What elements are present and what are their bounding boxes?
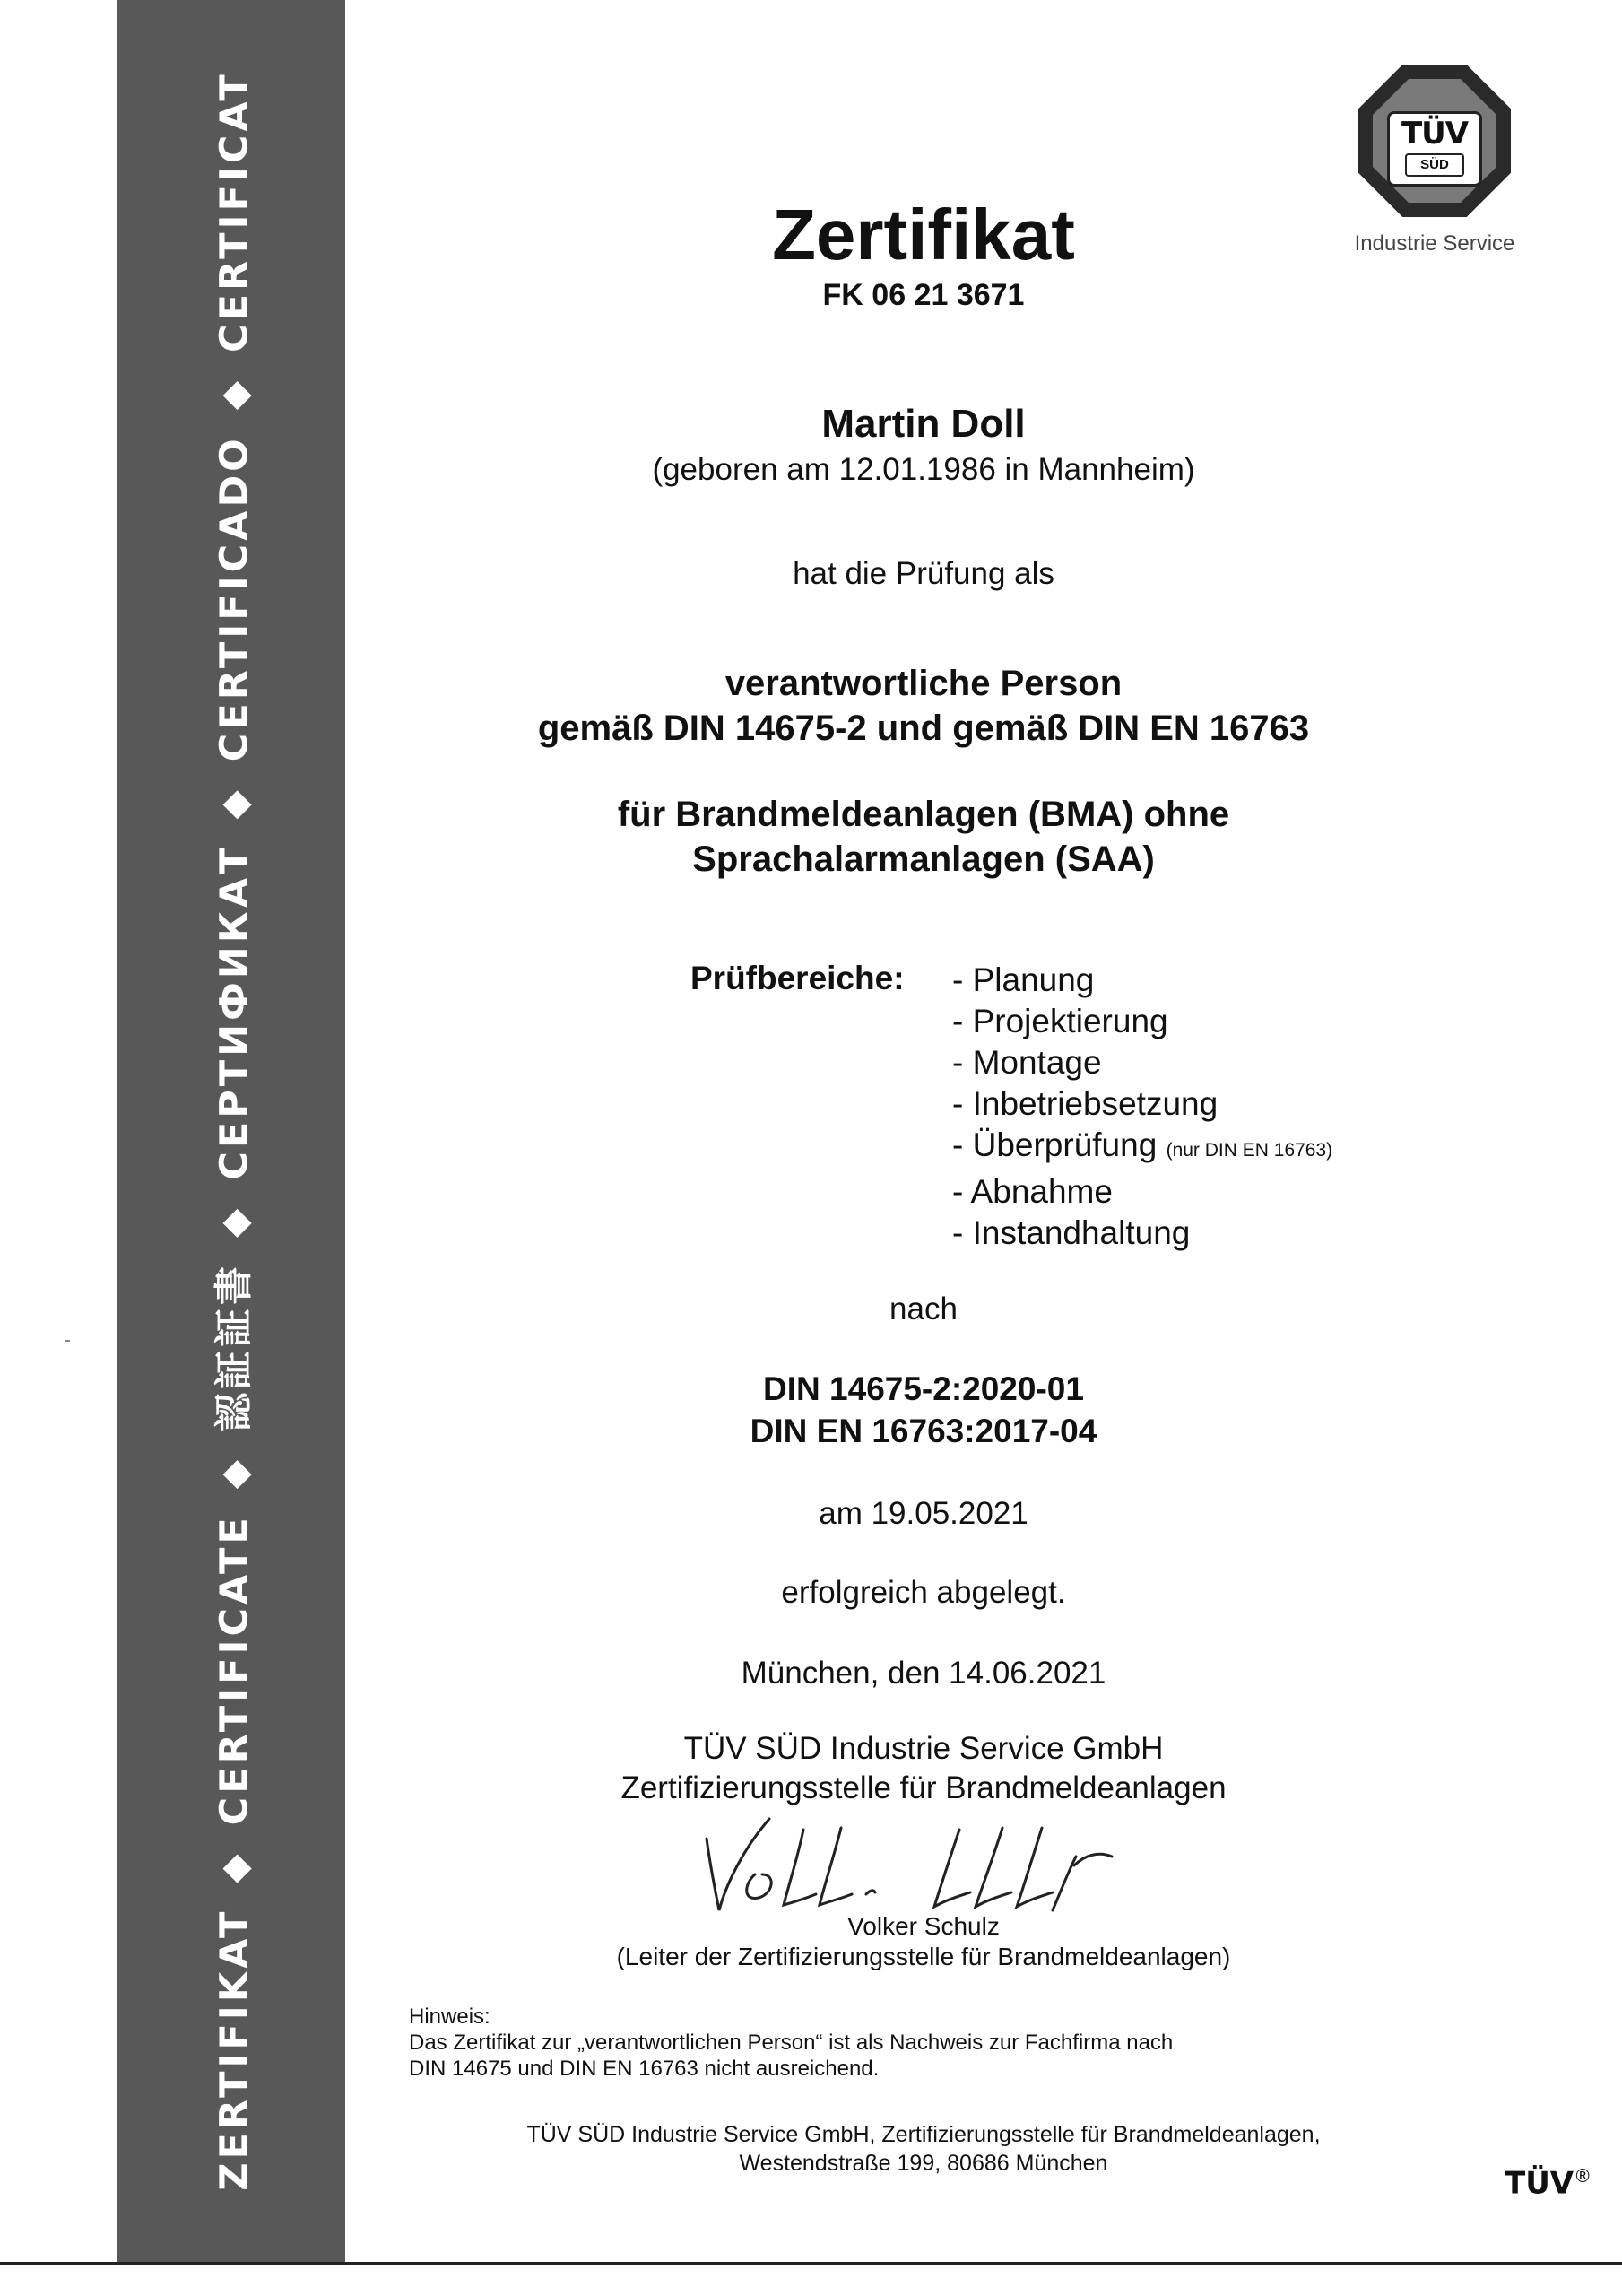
exam-date: am 19.05.2021 [819,1496,1028,1531]
band-word-zertifikat: ZERTIFIKAT [212,1908,256,2191]
areas-label: Prüfbereiche: [690,960,905,996]
area-text: - Überprüfung [952,1126,1158,1163]
tuv-mark-text: TÜV [1505,2165,1574,2202]
scope-line-2: Sprachalarmanlagen (SAA) [692,839,1155,879]
list-item: - Projektierung [952,1003,1168,1039]
note-line-1: Das Zertifikat zur „verantwortlichen Person“ ist als Nachweis zur Fachfirma nach [409,2031,1174,2055]
diamond-icon: ◆ [212,1850,256,1883]
org-line-2: Zertifizierungsstelle für Brandmeldeanlagen [620,1770,1227,1805]
signer-name: Volker Schulz [847,1912,1000,1940]
tuv-logo-icon [1387,111,1482,187]
logo-caption: Industrie Service [1354,231,1515,256]
nach-text: nach [889,1292,958,1326]
role-line-1: verantwortliche Person [724,664,1123,703]
footer-line-1: TÜV SÜD Industrie Service GmbH, Zertifizierungsstelle für Brandmeldeanlagen, [526,2122,1321,2147]
bottom-rule [0,2262,1622,2265]
sud-logo-text: SÜD [1405,153,1464,177]
note-block [409,2004,1173,2082]
areas-list [952,960,1332,1254]
scope-line-1: für Brandmeldeanlagen (BMA) ohne [617,795,1230,834]
list-item: - Instandhaltung [952,1214,1191,1251]
certificate-number: FK 06 21 3671 [822,278,1025,312]
list-item: - Planung [952,961,1095,998]
band-word-certificate: CERTIFICATE [212,1514,256,1826]
band-word-japanese: 認証証書 [212,1262,256,1431]
diamond-icon: ◆ [212,787,256,820]
list-item [952,1125,1332,1171]
exam-intro: hat die Prüfung als [793,556,1054,591]
side-band-text [204,71,258,2190]
holder-birth: (geboren am 12.01.1986 in Mannheim) [652,452,1195,487]
place-date: München, den 14.06.2021 [741,1656,1106,1691]
standard-1: DIN 14675-2:2020-01 [763,1370,1084,1407]
list-item: - Inbetriebsetzung [952,1085,1219,1122]
tuv-trademark [1505,2165,1592,2201]
passed-text: erfolgreich abgelegt. [781,1575,1066,1610]
band-word-spanish: CERTIFICADO [212,435,256,762]
scan-speck [65,1340,70,1342]
area-note: (nur DIN EN 16763) [1166,1140,1333,1161]
holder-name: Martin Doll [821,402,1026,446]
registered-icon: ® [1574,2165,1592,2187]
diamond-icon: ◆ [212,1205,256,1238]
certificate-title: Zertifikat [772,195,1075,274]
note-label: Hinweis: [409,2005,490,2029]
role-line-2: gemäß DIN 14675-2 und gemäß DIN EN 16763 [537,709,1310,748]
note-line-2: DIN 14675 und DIN EN 16763 nicht ausreichend. [409,2057,880,2081]
org-line-1: TÜV SÜD Industrie Service GmbH [683,1731,1164,1766]
band-word-french: CERTIFICAT [212,71,256,352]
diamond-icon: ◆ [212,377,256,411]
signer-role: (Leiter der Zertifizierungsstelle für Brandmeldeanlagen) [616,1943,1231,1970]
band-word-russian: СЕРТИФИКАТ [212,844,256,1180]
list-item: - Montage [952,1044,1102,1081]
list-item: - Abnahme [952,1173,1113,1210]
footer-line-2: Westendstraße 199, 80686 München [739,2151,1108,2176]
diamond-icon: ◆ [212,1456,256,1490]
tuv-logo-text: TÜV [1401,116,1469,152]
standard-2: DIN EN 16763:2017-04 [750,1413,1097,1449]
signature-image [690,1812,1246,1919]
